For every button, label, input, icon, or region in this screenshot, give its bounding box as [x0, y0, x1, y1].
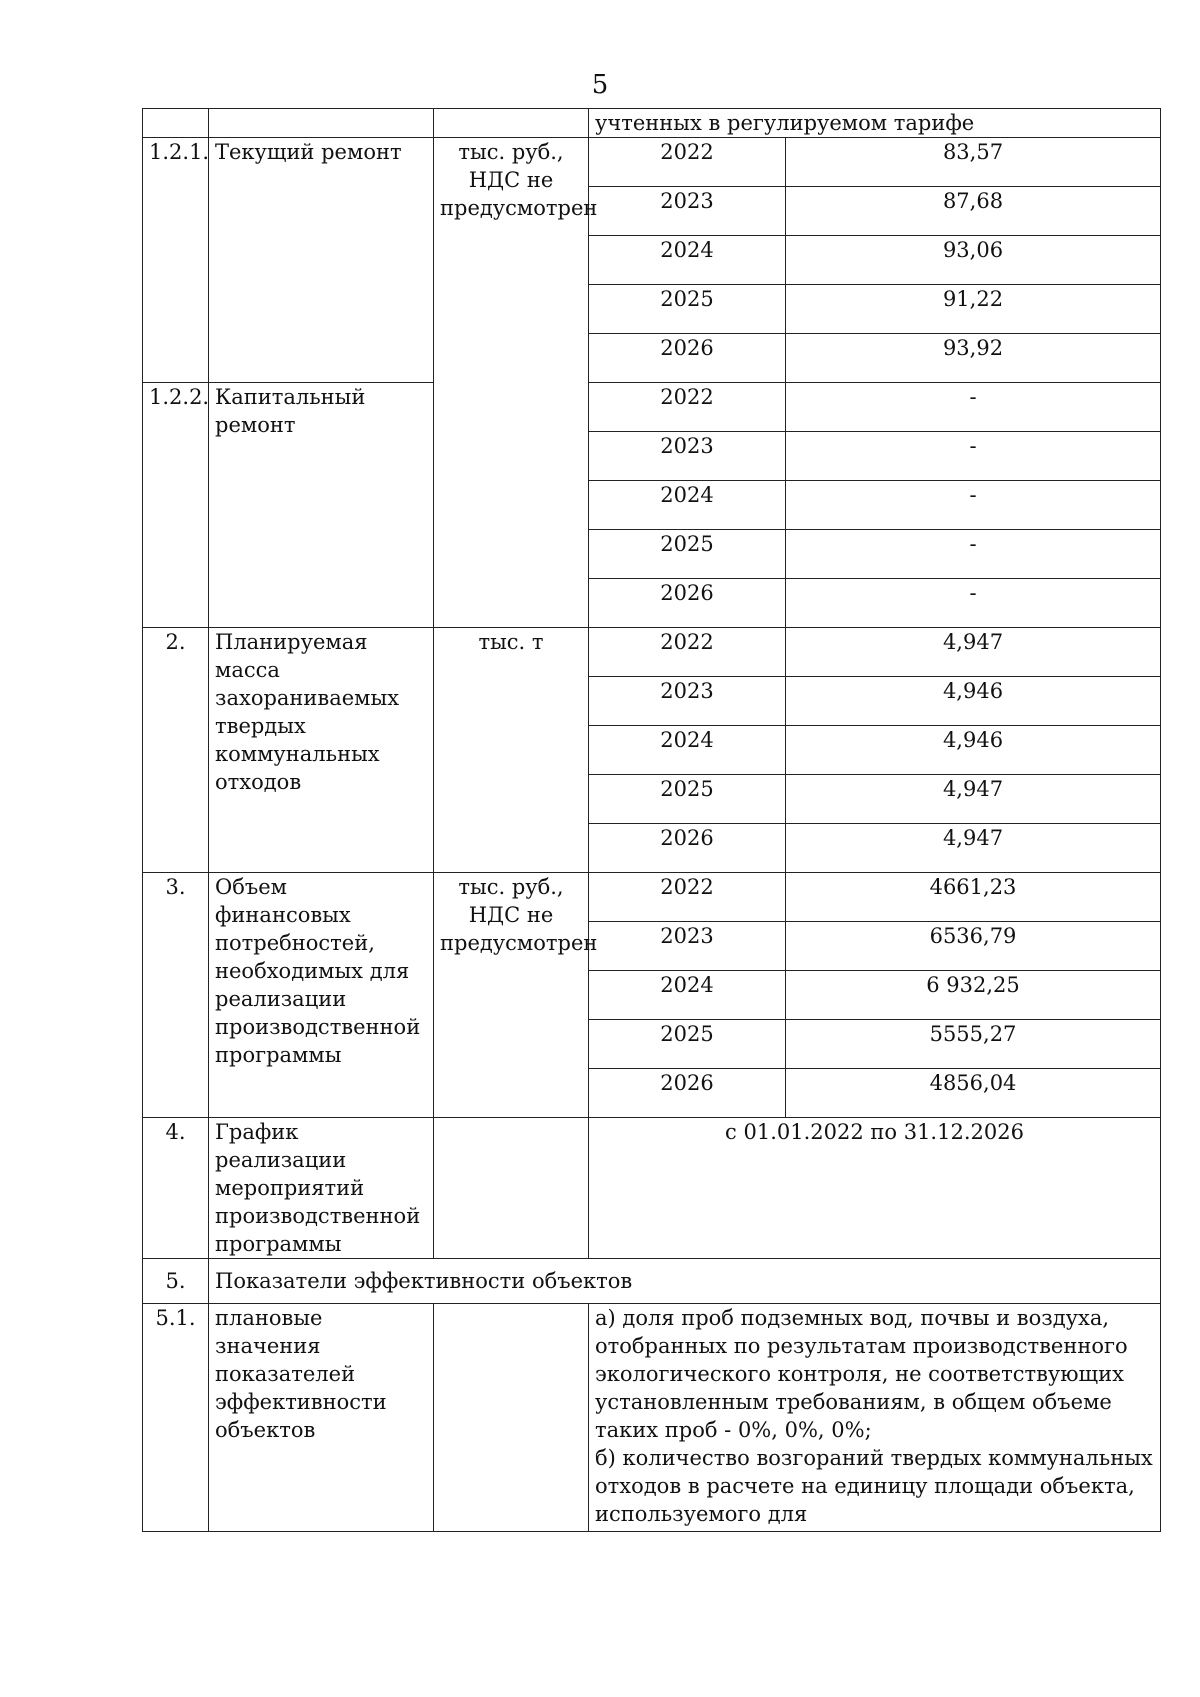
table-row — [143, 138, 1161, 187]
row-name: Планируемая масса захораниваемых твердых коммунальных отходов — [209, 628, 434, 873]
year-cell: 2026 — [589, 579, 786, 628]
table-row — [143, 109, 1161, 138]
row-number: 1.2.2. — [143, 383, 209, 628]
empty-cell — [143, 109, 209, 138]
value-cell: 83,57 — [786, 138, 1161, 187]
row-name: График реализации мероприятий производственной программы — [209, 1118, 434, 1259]
year-cell: 2025 — [589, 530, 786, 579]
unit-cell: тыс. т — [434, 628, 589, 873]
indicator-text — [589, 1304, 1161, 1532]
unit-cell: тыс. руб., НДС не предусмотрен — [434, 138, 589, 628]
year-cell: 2023 — [589, 677, 786, 726]
year-cell: 2023 — [589, 432, 786, 481]
year-cell: 2024 — [589, 481, 786, 530]
page-number: 5 — [591, 70, 609, 100]
value-cell: - — [786, 432, 1161, 481]
empty-cell — [434, 1304, 589, 1532]
value-cell: 4856,04 — [786, 1069, 1161, 1118]
value-cell: 6 932,25 — [786, 971, 1161, 1020]
year-cell: 2022 — [589, 873, 786, 922]
value-cell: 5555,27 — [786, 1020, 1161, 1069]
table-row — [143, 383, 1161, 432]
value-cell: - — [786, 383, 1161, 432]
table-row — [143, 628, 1161, 677]
value-cell: 4,947 — [786, 628, 1161, 677]
continuation-text: учтенных в регулируемом тарифе — [589, 109, 1161, 138]
value-cell: 4661,23 — [786, 873, 1161, 922]
row-number: 1.2.1. — [143, 138, 209, 383]
value-cell: - — [786, 530, 1161, 579]
table-row — [143, 1304, 1161, 1532]
year-cell: 2022 — [589, 138, 786, 187]
value-cell: 93,06 — [786, 236, 1161, 285]
schedule-value: с 01.01.2022 по 31.12.2026 — [589, 1118, 1161, 1259]
unit-cell: тыс. руб., НДС не предусмотрен — [434, 873, 589, 1118]
indicator-b: б) количество возгораний твердых коммунальных отходов в расчете на единицу площади объекта, используемого для — [595, 1446, 1153, 1526]
section-title: Показатели эффективности объектов — [209, 1259, 1161, 1304]
value-cell: 91,22 — [786, 285, 1161, 334]
value-cell: - — [786, 481, 1161, 530]
row-name: плановые значения показателей эффективности объектов — [209, 1304, 434, 1532]
empty-cell — [209, 109, 434, 138]
table-row — [143, 1118, 1161, 1259]
production-program-table — [142, 108, 1161, 1532]
row-number: 3. — [143, 873, 209, 1118]
value-cell: 4,946 — [786, 726, 1161, 775]
year-cell: 2022 — [589, 628, 786, 677]
year-cell: 2025 — [589, 285, 786, 334]
row-number: 5. — [143, 1259, 209, 1304]
year-cell: 2024 — [589, 971, 786, 1020]
year-cell: 2026 — [589, 824, 786, 873]
value-cell: - — [786, 579, 1161, 628]
year-cell: 2025 — [589, 775, 786, 824]
year-cell: 2023 — [589, 922, 786, 971]
value-cell: 4,947 — [786, 824, 1161, 873]
empty-cell — [434, 109, 589, 138]
row-name: Объем финансовых потребностей, необходимых для реализации производственной программы — [209, 873, 434, 1118]
year-cell: 2024 — [589, 726, 786, 775]
row-number: 4. — [143, 1118, 209, 1259]
indicator-a: а) доля проб подземных вод, почвы и воздуха, отобранных по результатам производственного экологического контроля, не соответствующих установленным требованиям, в общем объеме таких проб - 0%, 0%, 0%; — [595, 1306, 1128, 1442]
year-cell: 2023 — [589, 187, 786, 236]
value-cell: 4,946 — [786, 677, 1161, 726]
table-row — [143, 1259, 1161, 1304]
row-name: Капитальный ремонт — [209, 383, 434, 628]
value-cell: 6536,79 — [786, 922, 1161, 971]
year-cell: 2026 — [589, 334, 786, 383]
year-cell: 2022 — [589, 383, 786, 432]
row-name: Текущий ремонт — [209, 138, 434, 383]
value-cell: 4,947 — [786, 775, 1161, 824]
value-cell: 93,92 — [786, 334, 1161, 383]
row-number: 5.1. — [143, 1304, 209, 1532]
year-cell: 2024 — [589, 236, 786, 285]
year-cell: 2026 — [589, 1069, 786, 1118]
empty-cell — [434, 1118, 589, 1259]
row-number: 2. — [143, 628, 209, 873]
year-cell: 2025 — [589, 1020, 786, 1069]
table-row — [143, 873, 1161, 922]
value-cell: 87,68 — [786, 187, 1161, 236]
